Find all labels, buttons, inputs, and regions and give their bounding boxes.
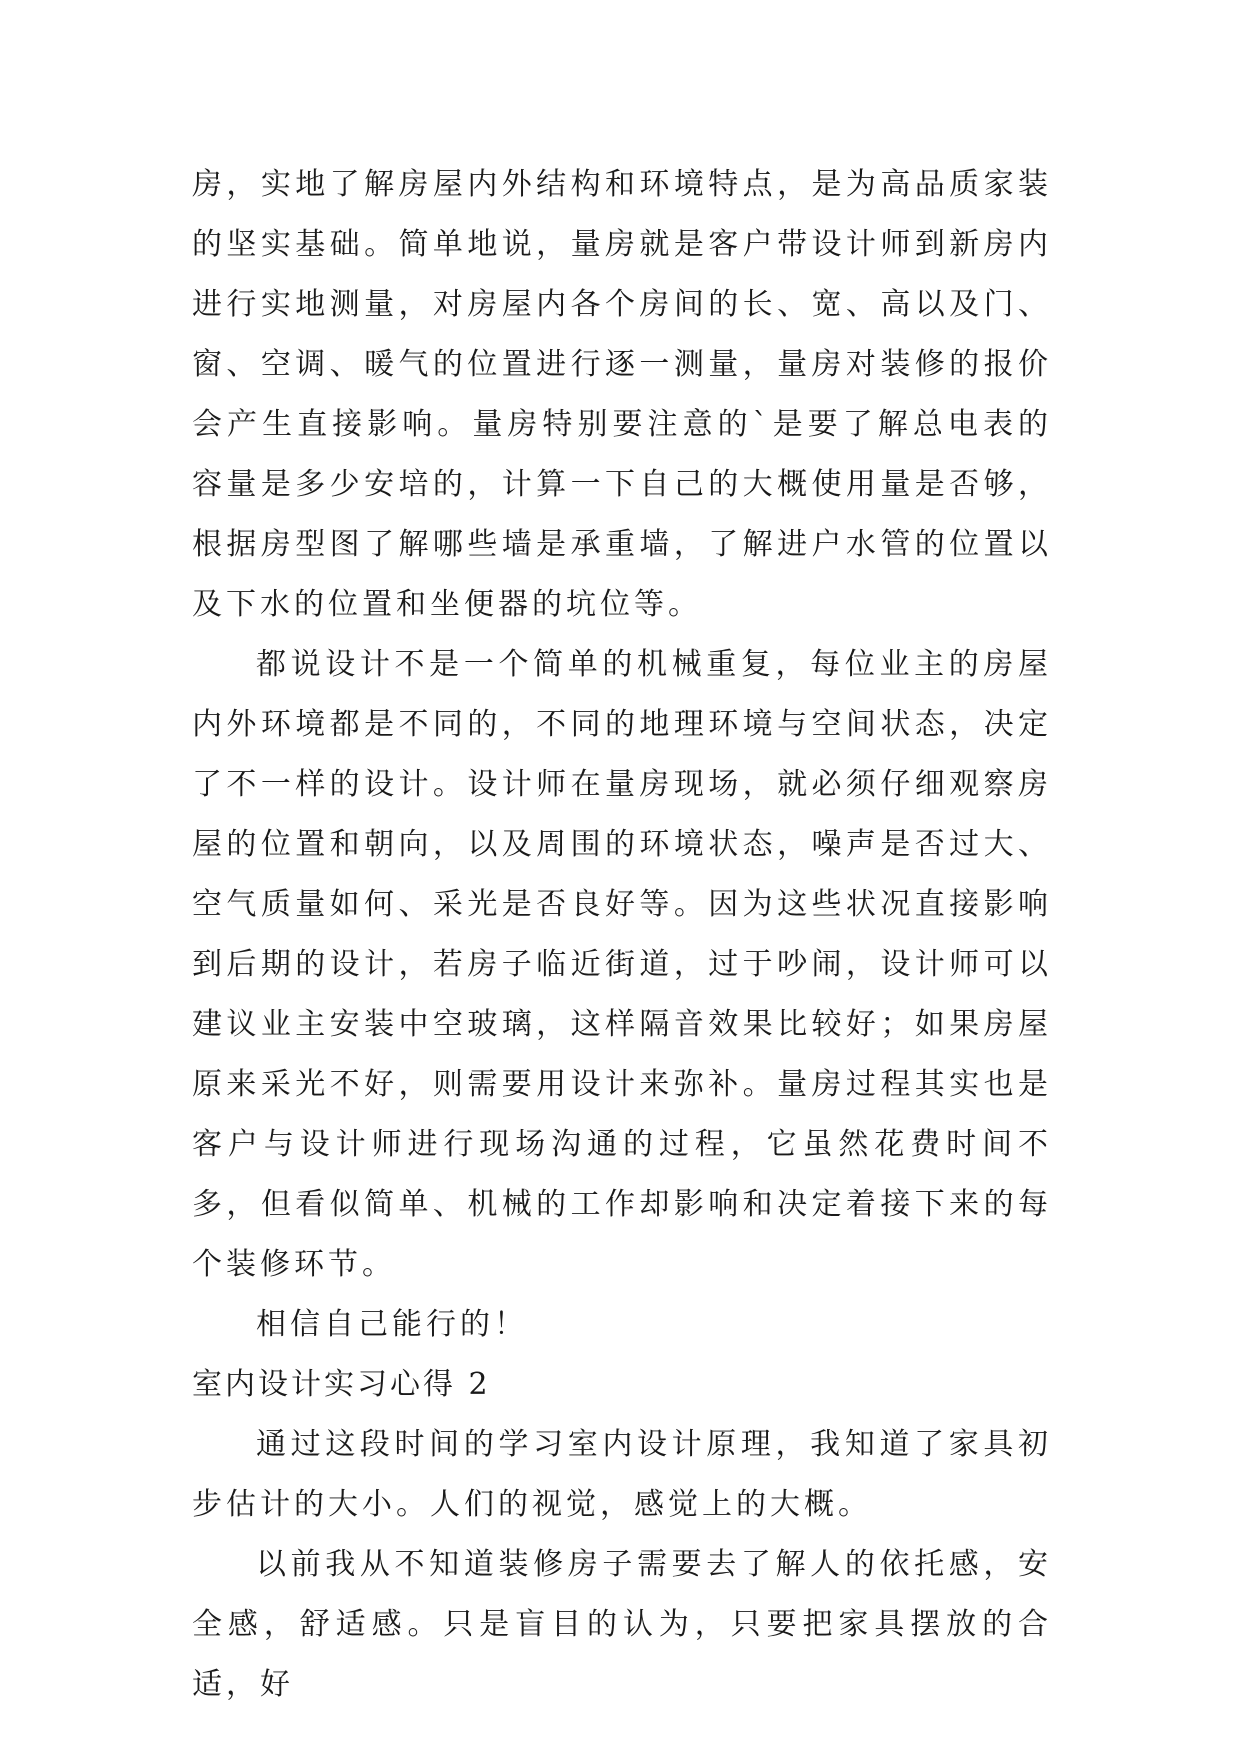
document-body: [192, 155, 1052, 1715]
paragraph-closing-line: 相信自己能行的！: [256, 1307, 528, 1342]
section-heading: 室内设计实习心得 2: [192, 1367, 491, 1402]
paragraph-design-environment: 都说设计不是一个简单的机械重复，每位业主的房屋内外环境都是不同的，不同的地理环境与空间状态，决定了不一样的设计。设计师在量房现场，就必须仔细观察房屋的位置和朝向，以及周围的环境状态，噪声是否过大、空气质量如何、采光是否良好等。因为这些状况直接影响到后期的设计，若房子临近街道，过于吵闹，设计师可以建议业主安装中空玻璃，这样隔音效果比较好；如果房屋原来采光不好，则需要用设计来弥补。量房过程其实也是客户与设计师进行现场沟通的过程，它虽然花费时间不多，但看似简单、机械的工作却影响和决定着接下来的每个装修环节。: [192, 647, 1052, 1282]
paragraph-continuation: 房，实地了解房屋内外结构和环境特点，是为高品质家装的坚实基础。简单地说，量房就是客户带设计师到新房内进行实地测量，对房屋内各个房间的长、宽、高以及门、窗、空调、暖气的位置进行逐一测量，量房对装修的报价会产生直接影响。量房特别要注意的`是要了解总电表的容量是多少安培的，计算一下自己的大概使用量是否够，根据房型图了解哪些墙是承重墙，了解进户水管的位置以及下水的位置和坐便器的坑位等。: [192, 167, 1052, 622]
paragraph-previous-understanding: 以前我从不知道装修房子需要去了解人的依托感，安全感，舒适感。只是盲目的认为，只要把家具摆放的合适，好: [192, 1547, 1052, 1702]
paragraph-study-principles: 通过这段时间的学习室内设计原理，我知道了家具初步估计的大小。人们的视觉，感觉上的大概。: [192, 1427, 1052, 1522]
